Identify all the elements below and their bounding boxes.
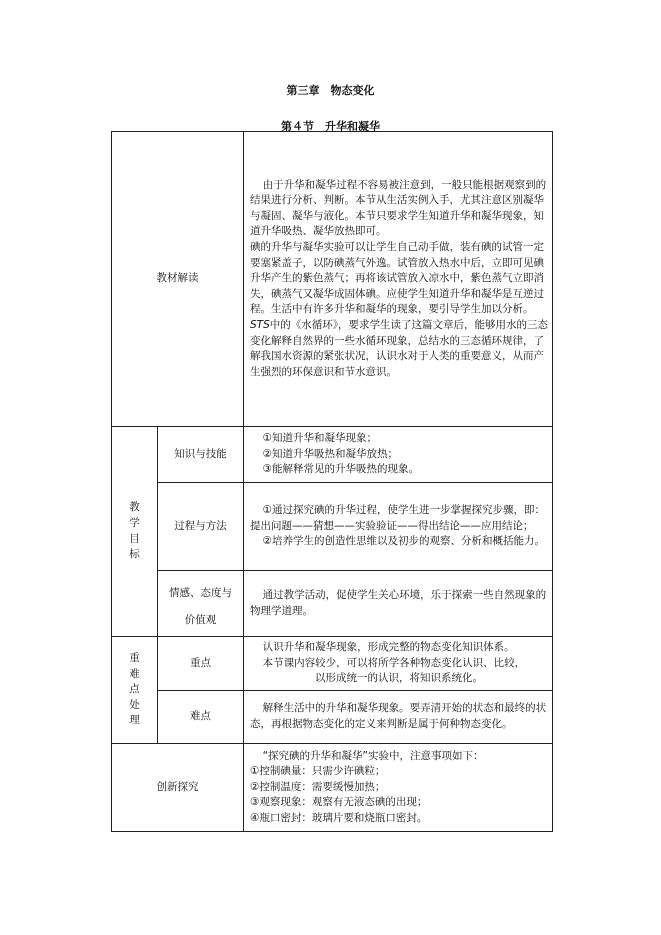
key-focus-row xyxy=(112,637,553,691)
process-methods-label: 过程与方法 xyxy=(158,483,244,571)
focus-line-3: 以形成统一的认识，将知识系统化。 xyxy=(315,672,483,685)
section-title: 第４节 升华和凝华 xyxy=(281,120,380,133)
knowledge-skills-content xyxy=(244,427,553,483)
goals-label-char-2: 学 xyxy=(129,516,140,529)
goals-label-char-4: 标 xyxy=(129,548,140,561)
textbook-paragraph-2: 碘的升华与凝华实验可以让学生自己动手做，装有碘的试管一定要塞紧盖子，以防碘蒸气外逸。试管放入热水中后，立即可见碘升华产生的紫色蒸气；再将该试管放入凉水中，紫色蒸气立即消失，碘蒸气又凝华成固体碘。应使学生知道升华和凝华是互逆过程。生活中有许多升华和凝华的现象，要引导学生加以分析。 xyxy=(250,241,544,316)
innovation-row xyxy=(112,744,553,832)
difficulty-content xyxy=(244,691,553,744)
emotion-text: 通过教学活动，促使学生关心环境，乐于探索一些自然现象的物理学道理。 xyxy=(250,588,547,617)
lesson-plan-table xyxy=(111,131,553,832)
key-label-char-3: 点 xyxy=(129,683,140,696)
knowledge-line-3: ③能解释常见的升华吸热的现象。 xyxy=(262,463,420,476)
goal-emotion-row xyxy=(112,571,553,637)
knowledge-line-2: ②知道升华吸热和凝华放热； xyxy=(262,447,399,460)
teaching-goals-label xyxy=(112,427,158,637)
key-difficulty-label xyxy=(112,637,158,744)
key-label-char-5: 理 xyxy=(129,714,140,727)
focus-label: 重点 xyxy=(158,637,244,691)
textbook-label: 教材解读 xyxy=(112,132,244,427)
chapter-title: 第三章 物态变化 xyxy=(286,84,375,97)
goal-process-row xyxy=(112,483,553,571)
innovation-content xyxy=(244,744,553,832)
innovation-item-1: ①控制碘量：只需少许碘粒； xyxy=(250,765,386,778)
difficulty-text: 解释生活中的升华和凝华现象。要弄清开始的状态和最终的状态，再根据物态变化的定义来判断是属于何种物态变化。 xyxy=(250,702,547,730)
goals-label-char-3: 目 xyxy=(129,532,140,545)
innovation-item-3: ③观察现象：观察有无液态碘的出现； xyxy=(250,796,428,809)
emotion-attitude-content xyxy=(244,571,553,637)
sts-text: 中的《水循环》，要求学生读了这篇文章后，能够用水的三态变化解释自然界的一些水循环现象，总结水的三态循环规律，了解我国水资源的紧张状况，认识水对于人类的重要意义，从而产生强烈的环保意识和节水意识。 xyxy=(250,318,548,378)
difficulty-label: 难点 xyxy=(158,691,244,744)
key-label-char-4: 处 xyxy=(129,698,140,711)
textbook-paragraph-3 xyxy=(250,318,548,380)
key-label-char-2: 难 xyxy=(129,667,140,680)
emotion-label-line-2: 价值观 xyxy=(184,613,217,626)
key-difficulty-row xyxy=(112,691,553,744)
process-item-2: ②培养学生的创造性思维以及初步的观察、分析和概括能力。 xyxy=(262,535,546,548)
textbook-paragraph-1: 由于升华和凝华过程不容易被注意到，一般只能根据观察到的结果进行分析、判断。本节从生活实例入手，尤其注意区别凝华与凝固、凝华与液化。本节只要求学生知道升华和凝华现象，知道升华吸热、凝华放热即可。 xyxy=(250,178,547,238)
textbook-row xyxy=(112,132,553,427)
focus-line-1: 认识升华和凝华现象，形成完整的物态变化知识体系。 xyxy=(262,641,515,654)
sts-label: STS xyxy=(250,318,270,331)
innovation-label: 创新探究 xyxy=(112,744,244,832)
key-label-char-1: 重 xyxy=(129,652,140,665)
emotion-attitude-label xyxy=(158,571,244,637)
textbook-content xyxy=(244,132,553,427)
knowledge-skills-label: 知识与技能 xyxy=(158,427,244,483)
innovation-item-4: ④瓶口密封：玻璃片要和烧瓶口密封。 xyxy=(250,811,428,824)
goals-label-char-1: 教 xyxy=(129,501,140,514)
focus-line-2: 本节课内容较少，可以将所学各种物态变化认识、比较， xyxy=(262,656,526,669)
focus-content xyxy=(244,637,553,691)
innovation-item-2: ②控制温度：需要缓慢加热； xyxy=(250,780,386,793)
process-methods-content xyxy=(244,483,553,571)
innovation-intro: “探究碘的升华和凝华”实验中，注意事项如下： xyxy=(262,749,484,762)
goal-knowledge-row xyxy=(112,427,553,483)
knowledge-line-1: ①知道升华和凝华现象； xyxy=(262,432,378,445)
emotion-label-line-1: 情感、态度与 xyxy=(169,586,232,599)
process-item-1: ①通过探究碘的升华过程，使学生进一步掌握探究步骤，即：提出问题——猜想——实验验证——得出结论——应用结论； xyxy=(250,504,546,532)
